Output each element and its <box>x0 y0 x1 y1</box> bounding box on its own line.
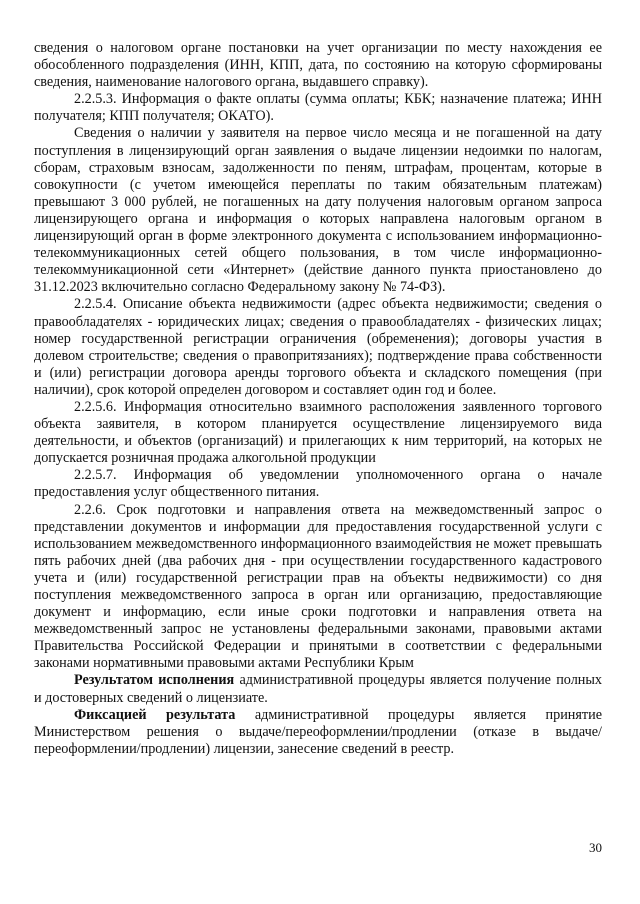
result-text: административной процедуры является получение полных и достоверных сведений о лицензиате. <box>34 672 602 706</box>
paragraph-2-2-5-6: 2.2.5.6. Информация относительно взаимного расположения заявленного торгового объекта заявителя, в котором планируется осуществление лицензируемого вида деятельности, и объектов (организаций) и прилегающих к ним территорий, на которых не допускается розничная продажа алкогольной продукции <box>34 398 602 467</box>
paragraph-2-2-5-4: 2.2.5.4. Описание объекта недвижимости (адрес объекта недвижимости; сведения о правообладателях - юридических лицах; сведения о правообладателях - физических лицах; номер государственной регистрации ограничения (обременения); договоры участия в долевом строительстве; сведения о правопритязаниях); подтверждение права собственности и (или) регистрации договора аренды торгового объекта и складского помещения (при наличии), срок которой определен договором и составляет один год и более. <box>34 296 602 398</box>
paragraph-fixation <box>34 707 602 758</box>
page-number: 30 <box>589 840 602 855</box>
paragraph-2-2-5-7: 2.2.5.7. Информация об уведомлении уполномоченного органа о начале предоставления услуг общественного питания. <box>34 467 602 501</box>
document-page <box>34 40 602 758</box>
paragraph-2-2-5-3: 2.2.5.3. Информация о факте оплаты (сумма оплаты; КБК; назначение платежа; ИНН получателя; КПП получателя; ОКАТО). <box>34 91 602 125</box>
paragraph-2-2-6: 2.2.6. Срок подготовки и направления ответа на межведомственный запрос о представлении документов и информации для предоставления государственной услуги с использованием межведомственного информационного взаимодействия не может превышать пять рабочих дней (два рабочих дня - при осуществлении государственного кадастрового учета и (или) государственной регистрации прав на объекты недвижимости) со дня поступления межведомственного запроса в орган или организацию, предоставляющие документ и информацию, если иные сроки подготовки и направления ответа на межведомственный запрос не установлены федеральными законами, правовыми актами Правительства Российской Федерации и принятыми в соответствии с федеральными законами нормативными правовыми актами Республики Крым <box>34 501 602 672</box>
result-bold-lead: Результатом исполнения <box>74 672 235 689</box>
paragraph-tax-authority: сведения о налоговом органе постановки на учет организации по месту нахождения ее обособленного подразделения (ИНН, КПП, дата, по состоянию на которую сформированы сведения, наименование налогового органа, выдавшего справку). <box>34 40 602 91</box>
paragraph-result <box>34 672 602 706</box>
paragraph-arrears: Сведения о наличии у заявителя на первое число месяца и не погашенной на дату поступления в лицензирующий орган заявления о выдаче лицензии недоимки по налогам, сборам, страховым взносам, задолженности по пеням, штрафам, процентам, которые в совокупности (с учетом имеющейся переплаты по таким обязательным платежам) превышают 3 000 рублей, не погашенных на дату получения налоговым органом запроса лицензирующего органа и информация о которых направлена налоговым органом в лицензирующий орган в форме электронного документа с использованием информационно-телекоммуникационных сетей общего пользования, в том числе информационно-телекоммуникационной сети «Интернет» (действие данного пункта приостановлено до 31.12.2023 включительно согласно Федеральному закону № 74-ФЗ). <box>34 125 602 296</box>
fixation-text: административной процедуры является принятие Министерством решения о выдаче/переоформлении/продлении (отказе в выдаче/переоформлении/продлении) лицензии, занесение сведений в реестр. <box>34 706 602 757</box>
fixation-bold-lead: Фиксацией результата <box>74 706 236 723</box>
